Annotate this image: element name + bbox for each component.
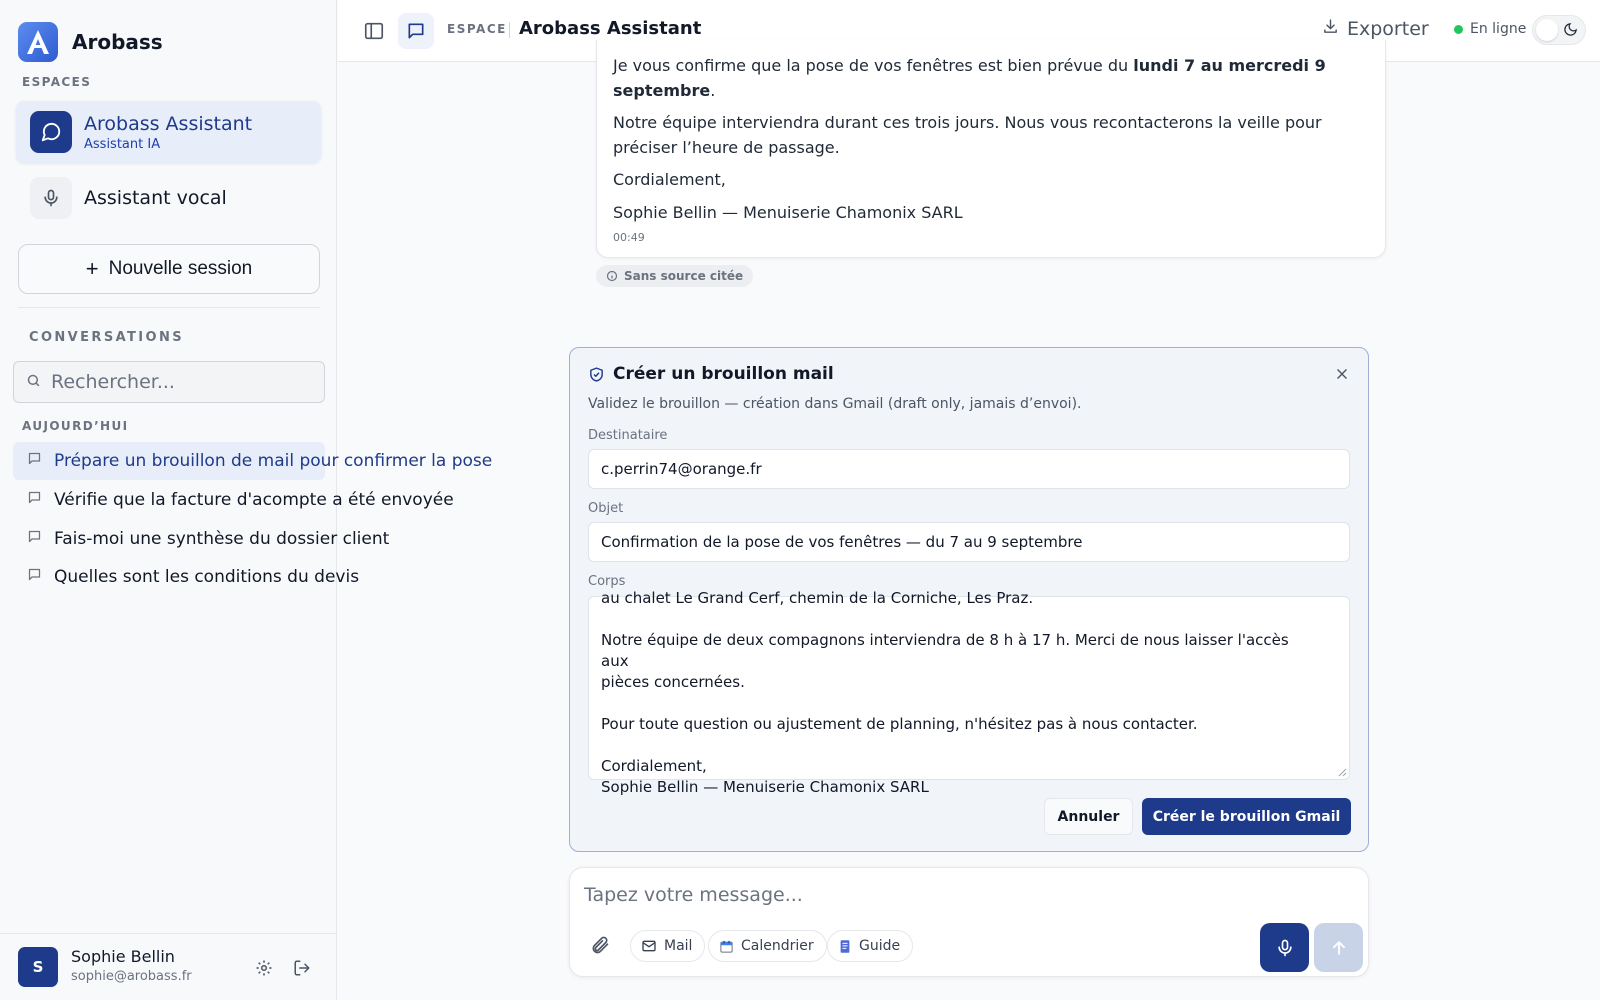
brand[interactable] xyxy=(18,22,163,62)
space-subtitle: Assistant IA xyxy=(84,136,161,152)
conversation-item[interactable] xyxy=(13,558,360,596)
user-name: Sophie Bellin xyxy=(71,947,175,966)
gear-icon[interactable] xyxy=(252,956,276,980)
download-icon xyxy=(1322,18,1339,40)
message-icon xyxy=(27,451,42,471)
mail-chip[interactable] xyxy=(630,930,705,962)
guide-icon xyxy=(838,939,852,954)
conversation-item[interactable] xyxy=(13,481,454,519)
conversation-item[interactable] xyxy=(13,520,390,558)
send-button[interactable] xyxy=(1314,923,1363,972)
status-label: En ligne xyxy=(1470,21,1527,37)
draft-subtitle: Validez le brouillon — création dans Gmail (draft only, jamais d’envoi). xyxy=(588,396,1082,412)
message-timestamp: 00:49 xyxy=(613,231,645,244)
mail-icon xyxy=(641,938,657,954)
message-text: . xyxy=(710,81,716,100)
recipient-field[interactable] xyxy=(588,449,1350,489)
draft-email-card xyxy=(569,347,1369,852)
cancel-button[interactable]: Annuler xyxy=(1044,798,1133,835)
source-badge-label: Sans source citée xyxy=(624,269,744,283)
body-textarea[interactable] xyxy=(588,589,1350,796)
chat-mode-icon[interactable] xyxy=(398,13,434,49)
conversation-title: Fais-moi une synthèse du dossier client xyxy=(54,529,390,549)
space-label: ESPACE xyxy=(447,22,507,36)
assistant-message xyxy=(596,40,1386,258)
info-icon xyxy=(606,270,618,282)
guide-chip[interactable] xyxy=(827,930,913,962)
avatar[interactable]: S xyxy=(18,947,58,987)
plus-icon: + xyxy=(85,256,99,281)
source-badge xyxy=(596,265,753,287)
message-paragraph xyxy=(613,53,1373,103)
arrow-up-icon xyxy=(1329,938,1349,958)
theme-toggle[interactable] xyxy=(1532,15,1586,45)
draft-title: Créer un brouillon mail xyxy=(613,364,834,384)
message-composer xyxy=(569,867,1369,977)
body-label: Corps xyxy=(588,574,626,589)
status-badge xyxy=(1454,21,1526,37)
paperclip-icon[interactable] xyxy=(590,935,610,959)
message-paragraph: Cordialement, xyxy=(613,170,726,189)
calendar-chip-label: Calendrier xyxy=(741,938,814,954)
body-text: au chalet Le Grand Cerf, chemin de la Corniche, Les Praz. Notre équipe de deux compagnons interviendra de 8 h à 17 h. Merci de nous laisser l'accès aux pièces concernées. Pour toute question ou ajustement de planning, n'hésitez pas à nous contacter. Cordialement, Sophie Bellin — Menuiserie Chamonix SARL xyxy=(601,589,1289,796)
user-panel xyxy=(0,933,337,1000)
message-paragraph: Sophie Bellin — Menuiserie Chamonix SARL xyxy=(613,203,963,222)
subject-field[interactable] xyxy=(588,522,1350,562)
space-arobass-assistant[interactable] xyxy=(16,101,321,163)
search-input[interactable] xyxy=(51,371,311,393)
space-title: Arobass Assistant xyxy=(84,112,253,135)
calendar-icon xyxy=(719,939,734,954)
new-session-label: Nouvelle session xyxy=(108,258,253,279)
message-icon xyxy=(27,490,42,510)
sidebar xyxy=(0,0,493,1000)
draft-header xyxy=(588,364,834,384)
toggle-knob xyxy=(1536,19,1558,41)
divider xyxy=(18,307,320,308)
export-button[interactable] xyxy=(1322,18,1429,40)
page-title: Arobass Assistant xyxy=(519,18,702,39)
brand-name: Arobass xyxy=(72,30,163,54)
message-icon xyxy=(27,567,42,587)
resize-handle-icon[interactable] xyxy=(1337,767,1347,777)
message-text-bold: lundi 7 au mercredi 9 septembre xyxy=(613,56,1326,100)
export-label: Exporter xyxy=(1347,18,1429,40)
search-icon xyxy=(26,373,41,392)
microphone-icon xyxy=(30,177,72,219)
conversation-item[interactable] xyxy=(13,442,493,480)
message-icon xyxy=(27,529,42,549)
create-draft-button[interactable]: Créer le brouillon Gmail xyxy=(1142,798,1351,835)
space-title: Assistant vocal xyxy=(84,187,227,209)
user-email: sophie@arobass.fr xyxy=(71,969,192,984)
conversation-title: Vérifie que la facture d'acompte a été envoyée xyxy=(54,490,454,510)
moon-icon xyxy=(1563,22,1578,41)
close-icon[interactable] xyxy=(1332,364,1352,384)
mail-chip-label: Mail xyxy=(664,938,693,954)
recipient-label: Destinataire xyxy=(588,428,668,443)
search-box xyxy=(13,361,325,403)
shield-check-icon xyxy=(588,366,605,383)
arobass-logo-icon xyxy=(18,22,58,62)
space-assistant-vocal[interactable] xyxy=(16,167,321,229)
spaces-label: ESPACES xyxy=(22,75,92,89)
logout-icon[interactable] xyxy=(290,956,314,980)
voice-input-button[interactable] xyxy=(1260,923,1309,972)
online-dot xyxy=(1454,25,1463,34)
conversation-title: Quelles sont les conditions du devis xyxy=(54,567,360,587)
subject-label: Objet xyxy=(588,501,624,516)
sidebar-toggle-icon[interactable] xyxy=(356,13,392,49)
conversation-title: Prépare un brouillon de mail pour confirmer la pose xyxy=(54,451,493,471)
conversations-label: CONVERSATIONS xyxy=(29,330,185,345)
group-today-label: AUJOURD’HUI xyxy=(22,419,129,433)
message-input[interactable] xyxy=(584,880,1344,910)
message-text: Je vous confirme que la pose de vos fenêtres est bien prévue du xyxy=(613,56,1134,75)
calendar-chip[interactable] xyxy=(708,930,827,962)
message-paragraph: Notre équipe interviendra durant ces trois jours. Nous vous recontacterons la veille pour préciser l’heure de passage. xyxy=(613,113,1322,157)
microphone-icon xyxy=(1275,938,1295,958)
guide-chip-label: Guide xyxy=(859,938,901,954)
new-session-button[interactable] xyxy=(18,244,320,294)
header-separator xyxy=(509,22,510,38)
chat-bubble-icon xyxy=(30,111,72,153)
